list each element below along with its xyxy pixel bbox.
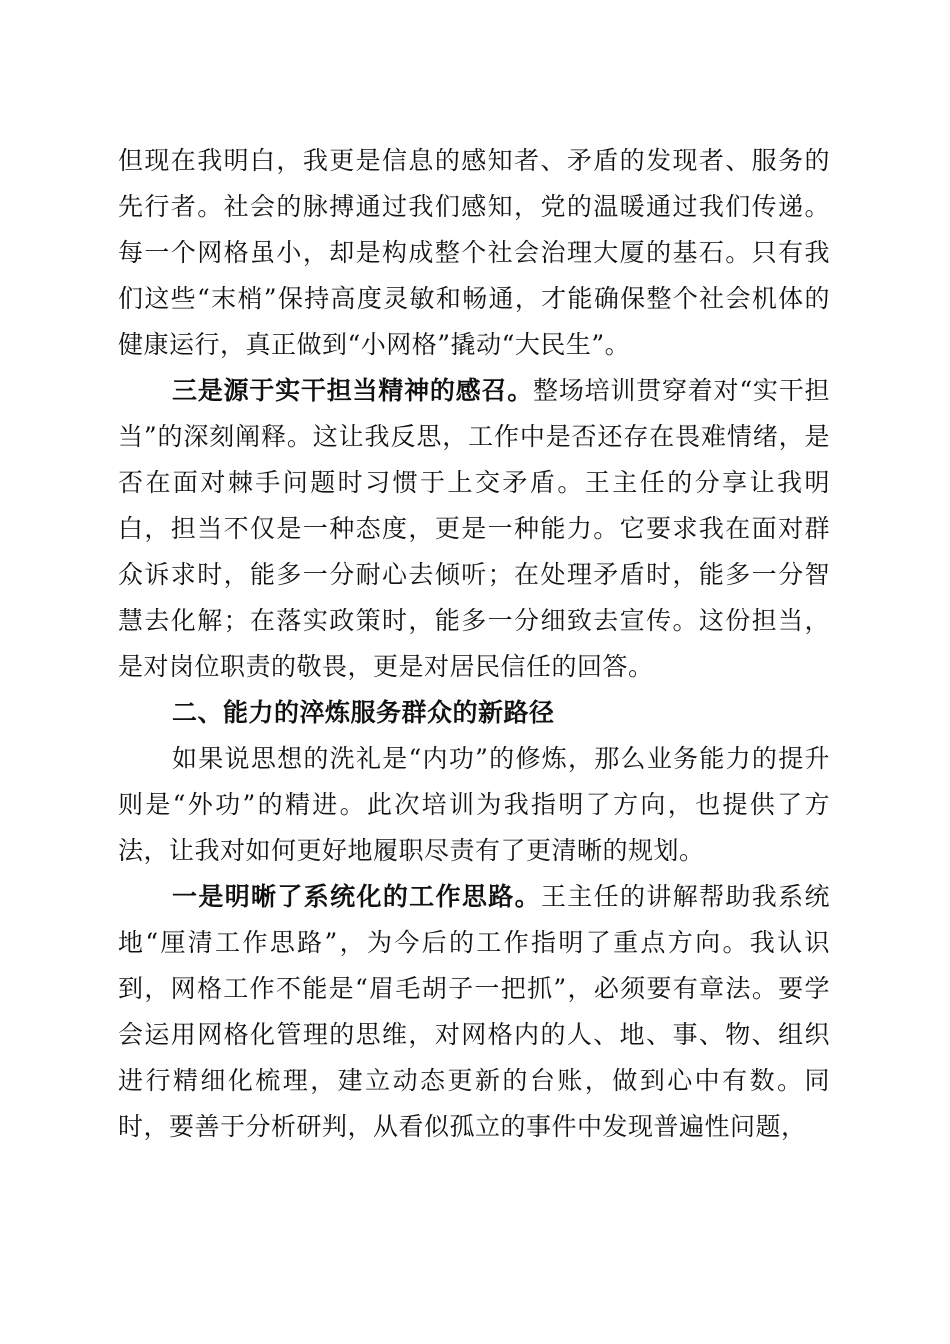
point-one-body: 王主任的讲解帮助我系统地“厘清工作思路”，为今后的工作指明了重点方向。我认识到，网格工作不能是“眉毛胡子一把抓”，必须要有章法。要学会运用网格化管理的思维，对网格内的人、地、事、物、组织进行精细化梳理，建立动态更新的台账，做到心中有数。同时，要善于分析研判，从看似孤立的事件中发现普遍性问题， xyxy=(118,882,830,1141)
paragraph-point-one xyxy=(118,874,830,1150)
paragraph-section-two-intro: 如果说思想的洗礼是“内功”的修炼，那么业务能力的提升则是“外功”的精进。此次培训为我指明了方向，也提供了方法，让我对如何更好地履职尽责有了更清晰的规划。 xyxy=(118,744,830,865)
paragraph-continuation: 但现在我明白，我更是信息的感知者、矛盾的发现者、服务的先行者。社会的脉搏通过我们感知，党的温暖通过我们传递。每一个网格虽小，却是构成整个社会治理大厦的基石。只有我们这些“末梢”保持高度灵敏和畅通，才能确保整个社会机体的健康运行，真正做到“小网格”撬动“大民生”。 xyxy=(118,146,830,359)
point-one-lead: 一是明晰了系统化的工作思路。 xyxy=(172,882,541,911)
paragraph-point-three xyxy=(118,368,830,690)
document-body xyxy=(118,138,830,1150)
point-three-lead: 三是源于实干担当精神的感召。 xyxy=(172,376,534,405)
point-three-body: 整场培训贯穿着对“实干担当”的深刻阐释。这让我反思，工作中是否还存在畏难情绪，是否在面对棘手问题时习惯于上交矛盾。王主任的分享让我明白，担当不仅是一种态度，更是一种能力。它要求我在面对群众诉求时，能多一分耐心去倾听；在处理矛盾时，能多一分智慧去化解；在落实政策时，能多一分细致去宣传。这份担当，是对岗位职责的敬畏，更是对居民信任的回答。 xyxy=(118,376,830,681)
section-heading-two: 二、能力的淬炼服务群众的新路径 xyxy=(172,698,555,727)
